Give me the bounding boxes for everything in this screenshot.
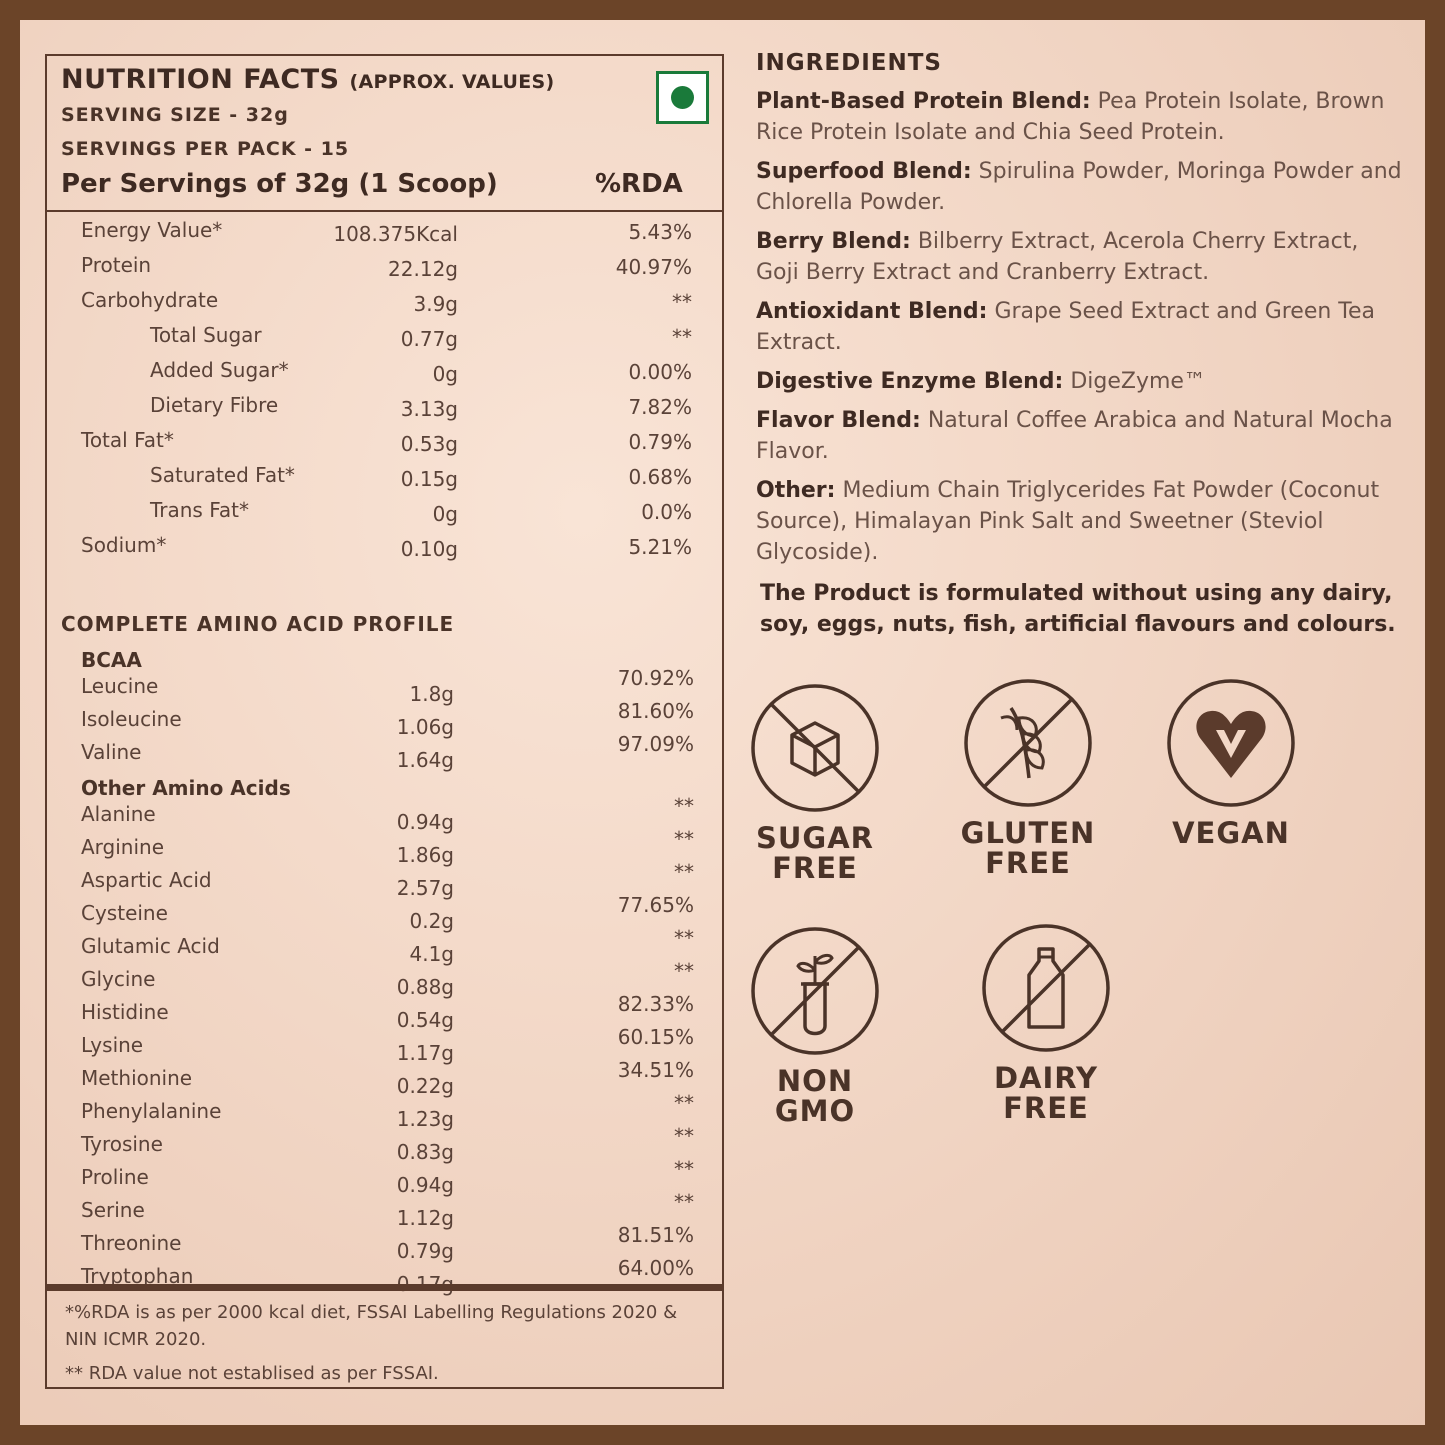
nutrient-rda: 5.21% [628,535,692,559]
amino-value: 1.06g [396,715,454,739]
nutrient-value: 3.13g [400,397,458,421]
amino-rda: 60.15% [617,1025,694,1049]
nutrition-facts-panel [45,54,724,1389]
nutrient-name: Total Sugar [150,323,262,347]
amino-rda: 97.09% [617,732,694,756]
amino-value: 1.23g [396,1107,454,1131]
nutrient-row-sodium [47,533,722,563]
amino-value: 4.1g [409,942,454,966]
amino-name: Isoleucine [81,707,182,731]
badge-label [971,1063,1121,1123]
nutrient-value: 3.9g [413,292,458,316]
wheat-crossed-icon [963,678,1093,808]
nutrient-value: 0.15g [400,467,458,491]
amino-row-cysteine [47,893,722,933]
amino-name: Tryptophan [81,1264,194,1288]
nutrient-rda: 0.00% [628,360,692,384]
nutrient-row-dietary-fibre [47,393,722,423]
nutrition-footnotes [47,1284,722,1387]
nutrient-value: 22.12g [388,257,458,281]
badge-line-2: FREE [1003,1091,1089,1125]
amino-name: Phenylalanine [81,1099,222,1123]
ingredient-text: Medium Chain Triglycerides Fat Powder (Coconut Source), Himalayan Pink Salt and Sweetner (Steviol Glycoside). [756,478,1380,565]
amino-name: Proline [81,1165,149,1189]
amino-row-glutamic-acid [47,926,722,966]
rda-header: %RDA [595,169,683,199]
ingredient-text: Spirulina Powder, Moringa Powder and Chlorella Powder. [756,159,1402,215]
badge-dairy-free [971,923,1121,1123]
nutrient-row-total-sugar [47,323,722,353]
amino-rda: ** [674,1157,694,1181]
amino-row-proline [47,1157,722,1197]
ingredient-label: Superfood Blend: [756,159,972,184]
amino-rda: 81.51% [617,1223,694,1247]
label-card [20,20,1425,1425]
nutrient-rda: 7.82% [628,395,692,419]
nutrient-rda: ** [672,290,692,314]
amino-rda: ** [674,959,694,983]
amino-rda: ** [674,926,694,950]
amino-name: Alanine [81,802,156,826]
bcaa-title: BCAA [81,648,142,672]
amino-rda: ** [674,1190,694,1214]
ingredient-antioxidant-blend [756,296,1406,358]
amino-rda: 70.92% [617,666,694,690]
ingredient-text: Pea Protein Isolate, Brown Rice Protein Isolate and Chia Seed Protein. [756,89,1385,145]
ingredient-enzyme-blend [756,366,1406,397]
amino-value: 2.57g [396,876,454,900]
amino-row-valine [47,732,722,772]
amino-name: Tyrosine [81,1132,163,1156]
amino-rda: 81.60% [617,699,694,723]
amino-row-methionine [47,1058,722,1098]
amino-value: 0.22g [396,1074,454,1098]
nutrition-title-main: NUTRITION FACTS [61,64,340,95]
amino-value: 0.88g [396,975,454,999]
nutrient-name: Carbohydrate [81,288,219,312]
badge-line-2: FREE [985,846,1071,880]
servings-per-pack: SERVINGS PER PACK - 15 [61,138,350,160]
amino-name: Histidine [81,1000,169,1024]
nutrient-rda: 40.97% [615,255,692,279]
nutrition-header [47,56,722,212]
amino-value: 1.8g [409,682,454,706]
amino-rda: 64.00% [617,1256,694,1280]
amino-name: Lysine [81,1033,144,1057]
amino-name: Glutamic Acid [81,934,220,958]
amino-row-tyrosine [47,1124,722,1164]
nutrient-rda: 0.79% [628,430,692,454]
nutrient-row-protein [47,253,722,283]
badge-label [1156,818,1306,848]
amino-value: 0.94g [396,1173,454,1197]
nutrient-row-energy [47,218,722,248]
badge-label [953,818,1103,878]
badge-sugar-free [740,683,890,883]
nutrient-value: 0.77g [400,327,458,351]
ingredient-text: Grape Seed Extract and Green Tea Extract. [756,299,1376,355]
nutrient-name: Trans Fat* [150,498,249,522]
amino-rda: 82.33% [617,992,694,1016]
amino-rda: ** [674,827,694,851]
nutrient-name: Added Sugar* [150,358,289,382]
badge-line-1: SUGAR [755,821,874,855]
amino-rda: ** [674,794,694,818]
footnote-rda-not-established: ** RDA value not establised as per FSSAI. [65,1363,439,1384]
amino-rda: 34.51% [617,1058,694,1082]
serving-size: SERVING SIZE - 32g [61,104,289,126]
nutrient-name: Protein [81,253,152,277]
ingredient-flavor-blend [756,405,1406,467]
nutrient-value: 0g [432,362,458,386]
badge-label [740,823,890,883]
veg-dot [671,86,694,109]
ingredients-title: INGREDIENTS [756,50,942,76]
other-amino-title: Other Amino Acids [81,776,291,800]
amino-profile-title: COMPLETE AMINO ACID PROFILE [61,612,455,636]
badge-vegan [1156,678,1306,848]
ingredient-other [756,475,1406,568]
badge-line-1: NON [776,1064,854,1098]
ingredient-berry-blend [756,226,1406,288]
amino-value: 0.79g [396,1239,454,1263]
amino-value: 0.2g [409,909,454,933]
footnote-rda-basis: *%RDA is as per 2000 kcal diet, FSSAI Labelling Regulations 2020 & NIN ICMR 2020. [65,1302,678,1350]
nutrient-value: 0.10g [400,537,458,561]
ingredient-superfood-blend [756,156,1406,218]
ingredients-section [756,50,1406,640]
nutrient-value: 108.375Kcal [333,222,458,246]
nutrient-row-trans-fat [47,498,722,528]
nutrient-row-total-fat [47,428,722,458]
per-serving-header: Per Servings of 32g (1 Scoop) [61,169,498,199]
nutrient-rda: 5.43% [628,220,692,244]
amino-rda: 77.65% [617,893,694,917]
ingredient-label: Antioxidant Blend: [756,299,988,324]
ingredient-text: DigeZyme™ [1063,369,1206,394]
amino-row-arginine [47,827,722,867]
nutrient-name: Saturated Fat* [150,463,295,487]
nutrient-name: Total Fat* [81,428,174,452]
sugar-cube-crossed-icon [750,683,880,813]
amino-row-alanine [47,794,722,834]
amino-rda: ** [674,860,694,884]
badge-line-1: GLUTEN [960,816,1096,850]
heart-v-icon [1166,678,1296,808]
badge-line-1: VEGAN [1172,816,1290,850]
amino-value: 0.83g [396,1140,454,1164]
amino-name: Aspartic Acid [81,868,212,892]
amino-name: Valine [81,740,142,764]
amino-name: Threonine [81,1231,182,1255]
nutrient-row-saturated-fat [47,463,722,493]
badge-non-gmo [740,926,890,1126]
badge-label [740,1066,890,1126]
amino-name: Cysteine [81,901,168,925]
ingredient-label: Other: [756,478,836,503]
badge-line-2: GMO [774,1094,856,1128]
amino-value: 0.94g [396,810,454,834]
amino-rda: ** [674,1091,694,1115]
amino-value: 1.12g [396,1206,454,1230]
badge-line-1: DAIRY [993,1061,1099,1095]
ingredient-label: Plant-Based Protein Blend: [756,89,1091,114]
amino-name: Arginine [81,835,165,859]
amino-value: 0.54g [396,1008,454,1032]
amino-row-phenylalanine [47,1091,722,1131]
amino-rda: ** [674,1124,694,1148]
nutrition-title-sub: (APPROX. VALUES) [349,71,555,93]
amino-name: Glycine [81,967,156,991]
ingredient-text: Bilberry Extract, Acerola Cherry Extract, Goji Berry Extract and Cranberry Extract. [756,229,1359,285]
nutrient-name: Sodium* [81,533,167,557]
milk-bottle-crossed-icon [981,923,1111,1053]
amino-name: Serine [81,1198,145,1222]
badge-line-2: FREE [772,851,858,885]
nutrient-rda: ** [672,325,692,349]
nutrition-title [61,64,554,95]
amino-value: 1.86g [396,843,454,867]
nutrient-row-carbohydrate [47,288,722,318]
amino-value: 0.17g [396,1272,454,1296]
ingredient-label: Flavor Blend: [756,408,921,433]
amino-value: 1.17g [396,1041,454,1065]
amino-name: Leucine [81,674,159,698]
ingredient-protein-blend [756,86,1406,148]
nutrient-name: Energy Value* [81,218,223,242]
nutrient-row-added-sugar [47,358,722,388]
formulation-note: The Product is formulated without using any dairy, soy, eggs, nuts, fish, artificial flavours and colours. [760,581,1396,637]
veg-mark-icon [656,71,709,124]
nutrient-value: 0.53g [400,432,458,456]
amino-value: 1.64g [396,748,454,772]
nutrient-name: Dietary Fibre [150,393,279,417]
nutrient-value: 0g [432,502,458,526]
ingredient-label: Digestive Enzyme Blend: [756,369,1064,394]
ingredient-text: Natural Coffee Arabica and Natural Mocha Flavor. [756,408,1393,464]
nutrient-rda: 0.0% [641,500,692,524]
amino-name: Methionine [81,1066,193,1090]
badge-gluten-free [953,678,1103,878]
test-tube-sprout-crossed-icon [750,926,880,1056]
nutrient-rda: 0.68% [628,465,692,489]
ingredient-label: Berry Blend: [756,229,911,254]
